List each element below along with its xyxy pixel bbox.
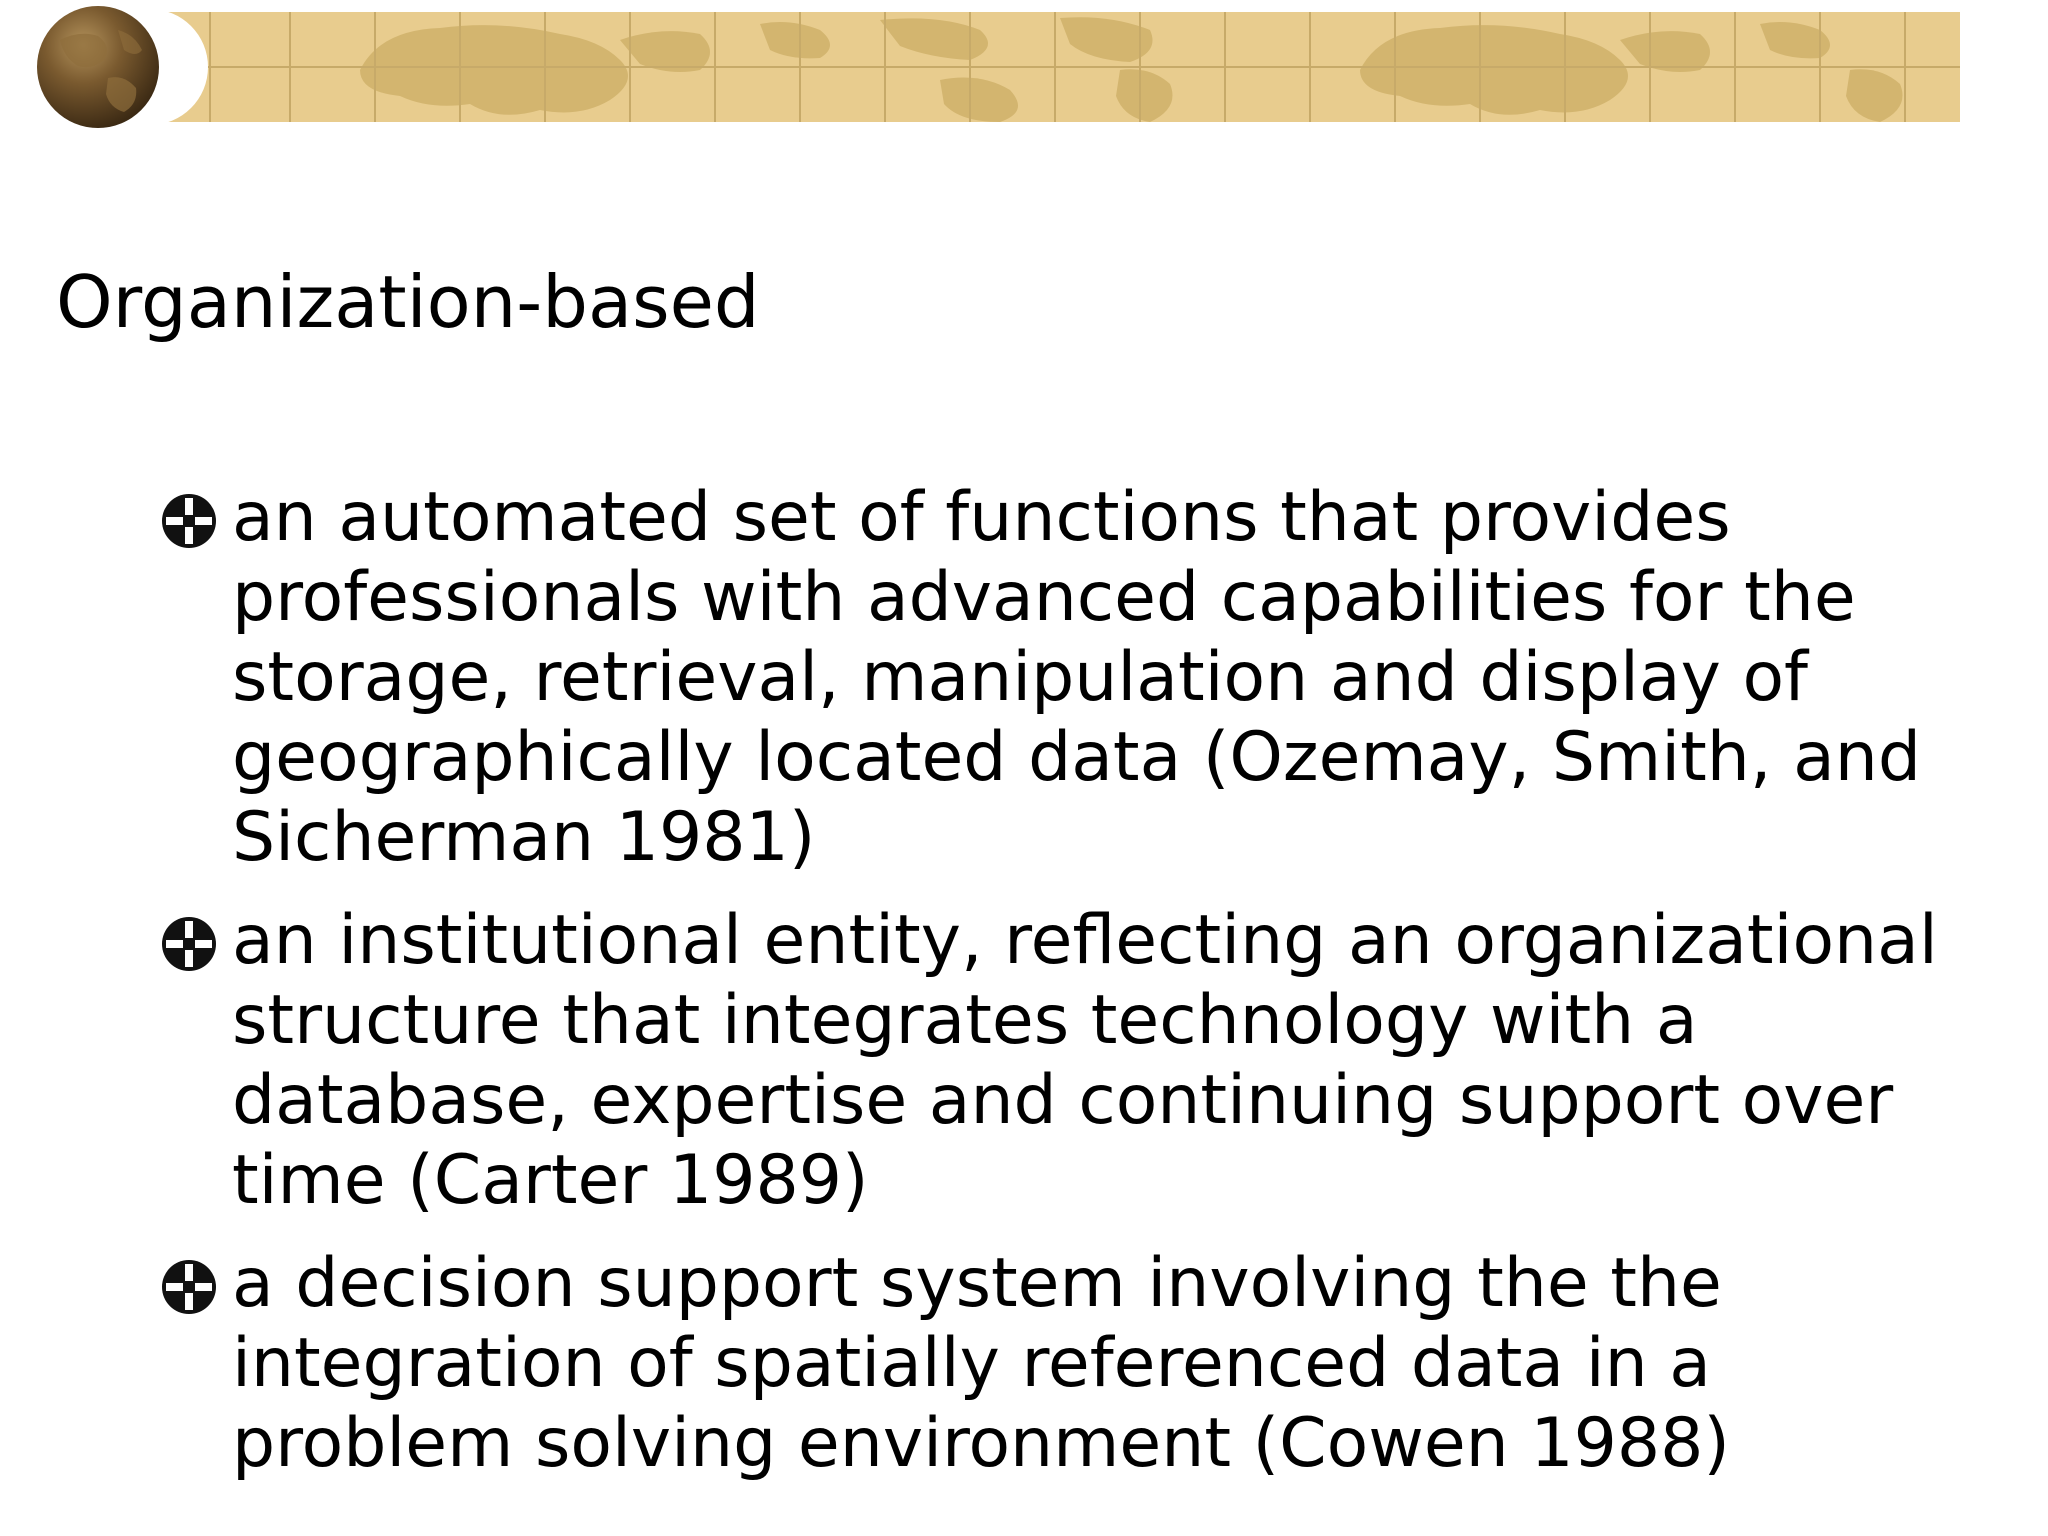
slide-title: Organization-based bbox=[56, 260, 760, 344]
bullet-text: an institutional entity, reflecting an organizational structure that integrates technology with a database, expertise and continuing support over time (Carter 1989) bbox=[232, 901, 1938, 1220]
list-item bbox=[160, 1244, 1960, 1484]
globe-icon bbox=[37, 6, 159, 128]
bullet-list bbox=[160, 478, 1960, 1507]
list-item bbox=[160, 478, 1960, 878]
bullet-text: an automated set of functions that provides professionals with advanced capabilities for the storage, retrieval, manipulation and display of geographically located data (Ozemay, Smith, and Sicherman 1981) bbox=[232, 478, 1922, 877]
world-map-strip bbox=[150, 12, 1960, 122]
header-banner bbox=[0, 0, 2048, 140]
bullet-text: a decision support system involving the the integration of spatially referenced data in a problem solving environment (Cowen 1988) bbox=[232, 1244, 1730, 1483]
crosshair-diamond-icon bbox=[160, 492, 218, 550]
crosshair-diamond-icon bbox=[160, 1258, 218, 1316]
list-item bbox=[160, 901, 1960, 1221]
crosshair-diamond-icon bbox=[160, 915, 218, 973]
